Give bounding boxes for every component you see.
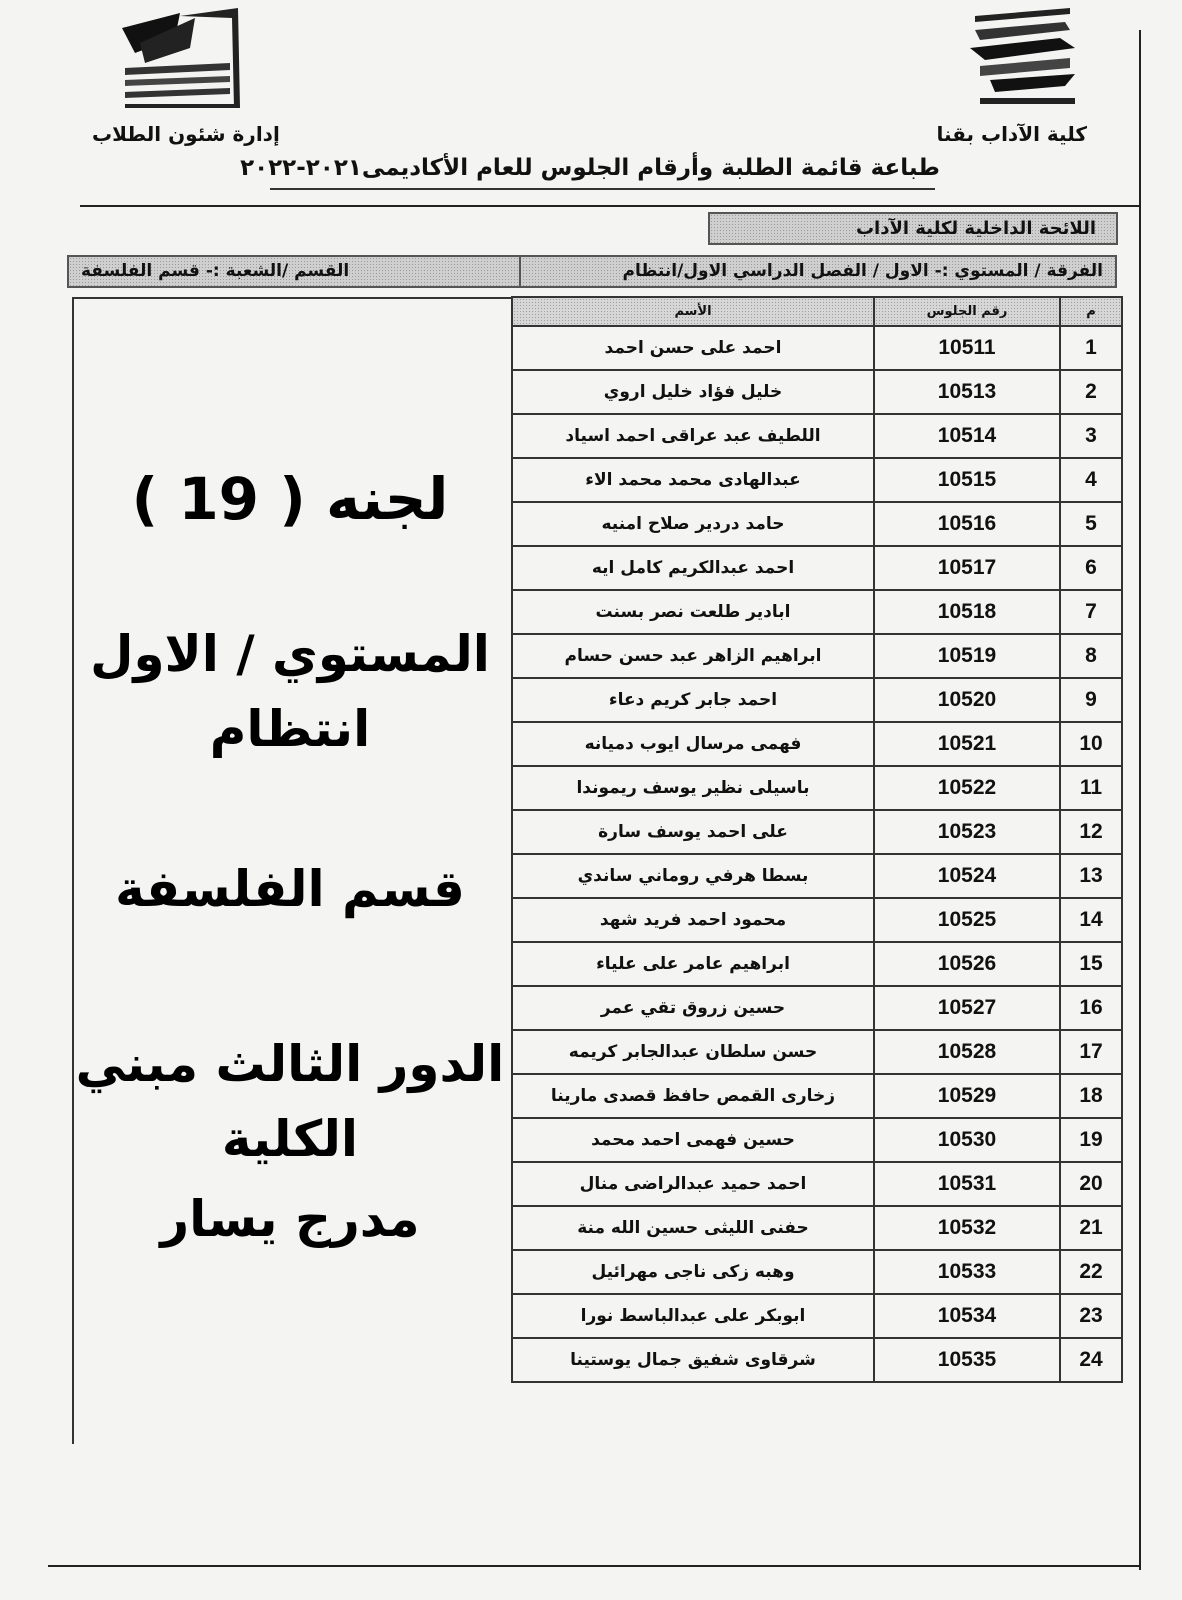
department-label: قسم الفلسفة <box>115 860 465 918</box>
seat-number: 10529 <box>874 1074 1060 1118</box>
table-row <box>512 986 1122 1030</box>
student-name: بسطا هرفي روماني ساندي <box>512 854 874 898</box>
student-name: زخارى القمص حافظ قصدى مارينا <box>512 1074 874 1118</box>
table-row <box>512 898 1122 942</box>
student-name: عبدالهادى محمد محمد الاء <box>512 458 874 502</box>
seat-number: 10511 <box>874 326 1060 370</box>
row-index: 7 <box>1060 590 1122 634</box>
seat-number: 10530 <box>874 1118 1060 1162</box>
name-column-header: الأسم <box>512 297 874 326</box>
row-index: 11 <box>1060 766 1122 810</box>
table-row <box>512 722 1122 766</box>
row-index: 4 <box>1060 458 1122 502</box>
floor-label: الدور الثالث مبني <box>75 1035 505 1093</box>
seat-number: 10516 <box>874 502 1060 546</box>
student-name: حسن سلطان عبدالجابر كريمه <box>512 1030 874 1074</box>
seat-number: 10523 <box>874 810 1060 854</box>
table-row <box>512 854 1122 898</box>
seat-number: 10520 <box>874 678 1060 722</box>
student-name: حسين فهمى احمد محمد <box>512 1118 874 1162</box>
seat-number: 10518 <box>874 590 1060 634</box>
seat-number: 10531 <box>874 1162 1060 1206</box>
college-name: كلية الآداب بقنا <box>936 122 1087 146</box>
student-affairs-label: إدارة شئون الطلاب <box>92 122 280 146</box>
student-name: حامد دردير صلاح امنيه <box>512 502 874 546</box>
student-name: ابراهيم الزاهر عبد حسن حسام <box>512 634 874 678</box>
table-row <box>512 1162 1122 1206</box>
seat-number: 10524 <box>874 854 1060 898</box>
row-index: 8 <box>1060 634 1122 678</box>
seat-number: 10533 <box>874 1250 1060 1294</box>
student-name: حفنى الليثى حسين الله منة <box>512 1206 874 1250</box>
student-name: حسين زروق تقي عمر <box>512 986 874 1030</box>
row-index: 24 <box>1060 1338 1122 1382</box>
seat-column-header: رقم الجلوس <box>874 297 1060 326</box>
seat-number: 10513 <box>874 370 1060 414</box>
student-name: ابادير طلعت نصر بسنت <box>512 590 874 634</box>
table-row <box>512 634 1122 678</box>
student-name: وهبه زكى ناجى مهرائيل <box>512 1250 874 1294</box>
title-underline <box>270 188 935 190</box>
row-index: 1 <box>1060 326 1122 370</box>
student-name: باسيلى نظير يوسف ريموندا <box>512 766 874 810</box>
row-index: 5 <box>1060 502 1122 546</box>
seat-number: 10527 <box>874 986 1060 1030</box>
seat-number: 10535 <box>874 1338 1060 1382</box>
level-label: المستوي / الاول <box>90 625 490 683</box>
student-name: احمد على حسن احمد <box>512 326 874 370</box>
student-name: محمود احمد فريد شهد <box>512 898 874 942</box>
college-logo <box>970 8 1080 108</box>
row-index: 16 <box>1060 986 1122 1030</box>
table-row <box>512 370 1122 414</box>
table-row <box>512 1118 1122 1162</box>
table-row <box>512 458 1122 502</box>
row-index: 10 <box>1060 722 1122 766</box>
seat-number: 10525 <box>874 898 1060 942</box>
table-row <box>512 942 1122 986</box>
student-name: اللطيف عبد عراقى احمد اسياد <box>512 414 874 458</box>
student-name: خليل فؤاد خليل اروي <box>512 370 874 414</box>
row-index: 2 <box>1060 370 1122 414</box>
table-row <box>512 326 1122 370</box>
row-index: 13 <box>1060 854 1122 898</box>
table-row <box>512 678 1122 722</box>
row-index: 3 <box>1060 414 1122 458</box>
student-name: ابوبكر على عبدالباسط نورا <box>512 1294 874 1338</box>
building-label: الكلية <box>221 1110 359 1168</box>
table-row <box>512 766 1122 810</box>
row-index: 22 <box>1060 1250 1122 1294</box>
student-name: شرقاوى شفيق جمال يوستينا <box>512 1338 874 1382</box>
row-index: 21 <box>1060 1206 1122 1250</box>
table-row <box>512 502 1122 546</box>
student-name: فهمى مرسال ايوب دميانه <box>512 722 874 766</box>
seat-number: 10515 <box>874 458 1060 502</box>
table-row <box>512 1250 1122 1294</box>
seat-number: 10528 <box>874 1030 1060 1074</box>
table-row <box>512 1074 1122 1118</box>
table-row <box>512 1206 1122 1250</box>
student-affairs-logo <box>120 8 245 113</box>
row-index: 17 <box>1060 1030 1122 1074</box>
table-row <box>512 810 1122 854</box>
student-name: ابراهيم عامر على علياء <box>512 942 874 986</box>
student-name: على احمد يوسف سارة <box>512 810 874 854</box>
row-index: 23 <box>1060 1294 1122 1338</box>
seat-number: 10526 <box>874 942 1060 986</box>
hall-label: مدرج يسار <box>160 1190 420 1248</box>
student-name: احمد حميد عبدالراضى منال <box>512 1162 874 1206</box>
row-index: 15 <box>1060 942 1122 986</box>
table-row <box>512 590 1122 634</box>
row-index: 12 <box>1060 810 1122 854</box>
row-index: 9 <box>1060 678 1122 722</box>
student-roster-table <box>511 296 1123 1383</box>
info-separator <box>519 257 521 286</box>
bylaw-banner: اللائحة الداخلية لكلية الآداب <box>708 212 1118 245</box>
mode-label: انتظام <box>209 700 371 758</box>
row-index: 14 <box>1060 898 1122 942</box>
student-name: احمد عبدالكريم كامل ايه <box>512 546 874 590</box>
table-row <box>512 1030 1122 1074</box>
table-row <box>512 546 1122 590</box>
seat-number: 10534 <box>874 1294 1060 1338</box>
seat-number: 10521 <box>874 722 1060 766</box>
table-row <box>512 1294 1122 1338</box>
info-bar <box>67 255 1117 288</box>
row-index: 18 <box>1060 1074 1122 1118</box>
seat-number: 10532 <box>874 1206 1060 1250</box>
roster-body <box>512 326 1122 1382</box>
table-row <box>512 414 1122 458</box>
row-index: 20 <box>1060 1162 1122 1206</box>
header-divider <box>80 205 1140 207</box>
row-index: 19 <box>1060 1118 1122 1162</box>
table-header-row <box>512 297 1122 326</box>
table-row <box>512 1338 1122 1382</box>
seat-number: 10517 <box>874 546 1060 590</box>
index-column-header: م <box>1060 297 1122 326</box>
page-border-right <box>1139 30 1141 1570</box>
seat-number: 10522 <box>874 766 1060 810</box>
department-info: القسم /الشعبة :- قسم الفلسفة <box>81 261 350 281</box>
student-name: احمد جابر كريم دعاء <box>512 678 874 722</box>
row-index: 6 <box>1060 546 1122 590</box>
page-title: طباعة قائمة الطلبة وأرقام الجلوس للعام الأكاديمى٢٠٢١-٢٠٢٢ <box>240 155 940 181</box>
page-border-bottom <box>48 1565 1140 1567</box>
seat-number: 10519 <box>874 634 1060 678</box>
committee-label: لجنه ( 19 ) <box>131 465 449 533</box>
level-info: الفرقة / المستوي :- الاول / الفصل الدراسي الاول/انتظام <box>622 261 1103 281</box>
seat-number: 10514 <box>874 414 1060 458</box>
